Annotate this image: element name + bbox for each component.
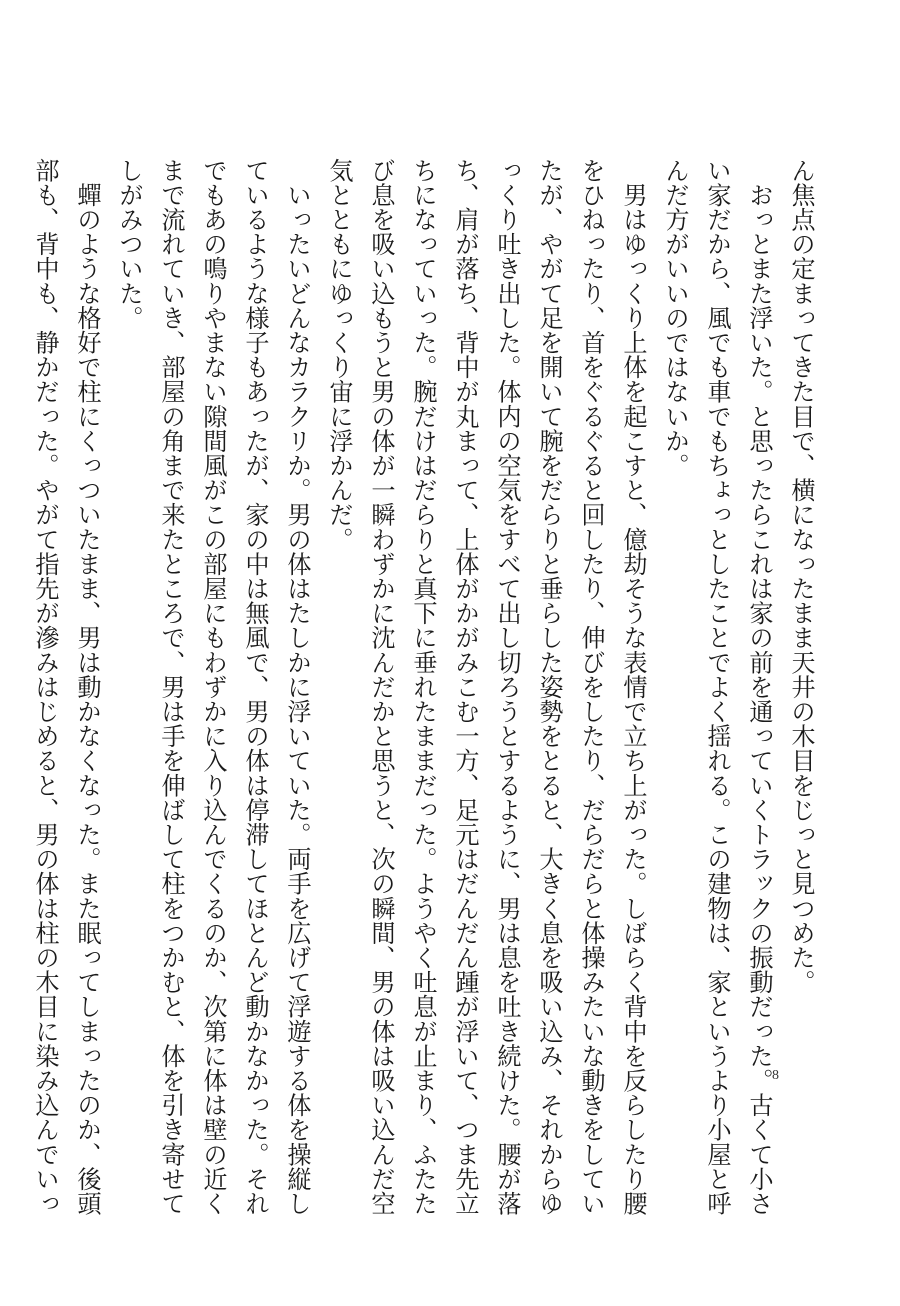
text-line: ているような様子もあったが、家の中は無風で、男の体は停滞してほとんど動かなかった。それ	[241, 158, 269, 1216]
text-line: いったいどんなカラクリか。男の体はたしかに浮いていた。両手を広げて浮遊する体を操縦し	[283, 158, 311, 1216]
text-line: まで流れていき、部屋の角まで来たところで、男は手を伸ばして柱をつかむと、体を引き寄せて	[157, 158, 185, 1216]
text-line: 蟬のような格好で柱にくっついたまま、男は動かなくなった。また眠ってしまったのか、後頭	[73, 158, 101, 1216]
text-line: しがみついた。	[115, 158, 143, 331]
text-line: ん焦点の定まってきた目で、横になったまま天井の木目をじっと見つめた。	[787, 158, 815, 995]
text-line: 男はゆっくり上体を起こすと、億劫そうな表情で立ち上がった。しばらく背中を反らしたり腰	[619, 158, 647, 1216]
text-line: をひねったり、首をぐるぐると回したり、伸びをしたり、だらだらと体操みたいな動きをしてい	[577, 158, 605, 1216]
text-line: び息を吸い込もうと男の体が一瞬わずかに沈んだかと思うと、次の瞬間、男の体は吸い込んだ空	[367, 158, 395, 1216]
text-line: ち、肩が落ち、背中が丸まって、上体がかがみこむ一方、足元はだんだん踵が浮いて、つま先立	[451, 158, 479, 1216]
text-line: おっとまた浮いた。と思ったらこれは家の前を通っていくトラックの振動だった。古くて小さ	[745, 158, 773, 1216]
text-line: 気とともにゆっくり宙に浮かんだ。	[325, 158, 353, 552]
vertical-text-body	[31, 158, 822, 1216]
text-line: んだ方がいいのではないか。	[661, 158, 689, 478]
text-line: たが、やがて足を開いて腕をだらりと垂らした姿勢をとると、大きく息を吸い込み、それからゆ	[535, 158, 563, 1216]
text-line: っくり吐き出した。体内の空気をすべて出し切ろうとするように、男は息を吐き続けた。腰が落	[493, 158, 521, 1216]
text-line: い家だから、風でも車でもちょっとしたことでよく揺れる。この建物は、家というより小屋と呼	[703, 158, 731, 1216]
page-number: 8	[772, 1068, 779, 1083]
text-line: でもあの鳴りやまない隙間風がこの部屋にもわずかに入り込んでくるのか、次第に体は壁の近く	[199, 158, 227, 1216]
text-line: ちになっていった。腕だけはだらりと真下に垂れたままだった。ようやく吐息が止まり、ふたた	[409, 158, 437, 1216]
text-line: 部も、背中も、静かだった。やがて指先が滲みはじめると、男の体は柱の木目に染み込んでいっ	[31, 158, 59, 1216]
